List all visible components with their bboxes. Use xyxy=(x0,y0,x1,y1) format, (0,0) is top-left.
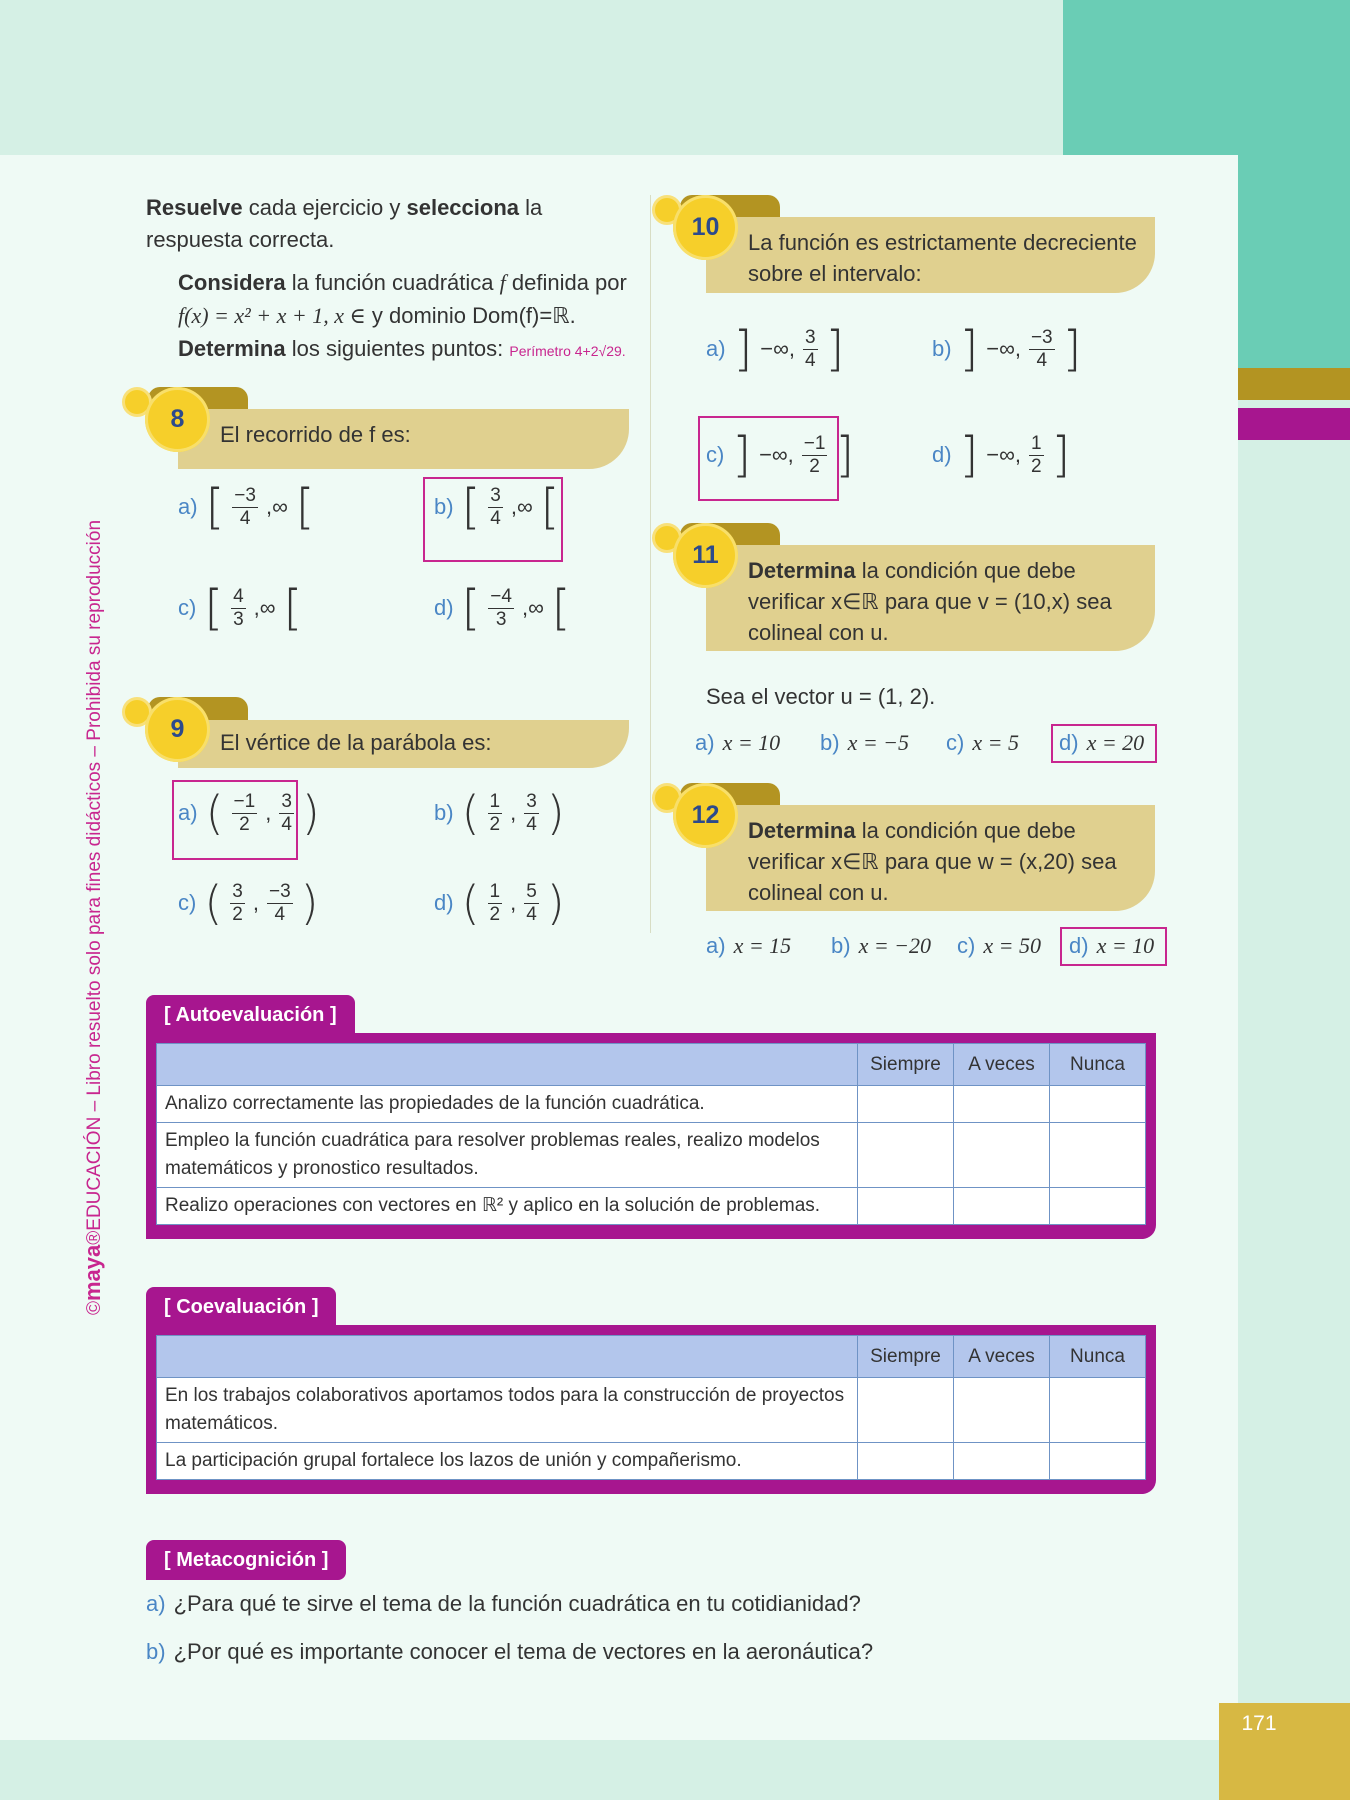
q11-line-2: verificar x∈ℝ para que v = (10,x) sea xyxy=(748,589,1112,614)
option-label: c) xyxy=(178,595,197,620)
q10-number-badge: 10 xyxy=(673,195,738,260)
fraction xyxy=(232,485,258,530)
fraction xyxy=(1029,433,1044,478)
fraction xyxy=(488,485,503,530)
bracket-close: [ xyxy=(283,580,303,636)
consider-text-4: los siguientes puntos: xyxy=(285,336,510,361)
table-row xyxy=(157,1123,1146,1188)
bracket-open: ] xyxy=(733,321,753,377)
option-label: b) xyxy=(820,730,840,755)
q9-prompt: El vértice de la parábola es: xyxy=(178,720,629,768)
option-value: x = −20 xyxy=(858,933,932,958)
q10-option-b[interactable] xyxy=(932,321,1082,377)
instructions xyxy=(146,192,636,256)
fraction-x xyxy=(232,791,258,836)
q10-prompt: La función es estrictamente decreciente sobre el intervalo: xyxy=(706,217,1155,293)
fraction-y xyxy=(524,791,539,836)
q12-line-2: verificar x∈ℝ para que w = (x,20) sea xyxy=(748,849,1117,874)
cell-nunca[interactable] xyxy=(1050,1443,1146,1480)
header-a-veces: A veces xyxy=(954,1336,1050,1378)
q11-option-a[interactable] xyxy=(695,730,780,756)
table-row xyxy=(157,1188,1146,1225)
q11-option-c[interactable] xyxy=(946,730,1019,756)
function-formula: f(x) = x² + x + 1, x ∈ xyxy=(178,303,366,328)
q11-line-1: la condición que debe xyxy=(855,558,1076,583)
q10-option-c[interactable] xyxy=(706,427,855,483)
bracket-close: [ xyxy=(295,479,315,535)
option-label: a) xyxy=(706,336,726,361)
q8-option-c[interactable] xyxy=(178,580,303,636)
fraction xyxy=(802,433,828,478)
option-label: a) xyxy=(695,730,715,755)
denominator: 4 xyxy=(526,903,537,925)
keyword-selecciona: selecciona xyxy=(406,195,519,220)
option-value: x = 50 xyxy=(983,933,1041,958)
page-number: 171 xyxy=(1241,1712,1277,1735)
option-label: b) xyxy=(434,494,454,519)
bracket-close: ] xyxy=(825,321,845,377)
q8-option-a[interactable] xyxy=(178,479,315,535)
interval-tail: ,∞ xyxy=(510,494,533,519)
autoevaluacion-frame xyxy=(146,1033,1156,1239)
bracket-open: [ xyxy=(461,479,481,535)
question-text: ¿Para qué te sirve el tema de la función cuadrática en tu cotidianidad? xyxy=(173,1591,861,1616)
keyword-considera: Considera xyxy=(178,270,286,295)
cell-siempre[interactable] xyxy=(858,1378,954,1443)
denominator: 4 xyxy=(490,507,501,529)
top-band xyxy=(0,0,1063,155)
header-criteria xyxy=(157,1336,858,1378)
table-header-row xyxy=(157,1044,1146,1086)
question-text: ¿Por qué es importante conocer el tema de vectores en la aeronáutica? xyxy=(173,1639,874,1664)
coevaluacion-title: [ Coevaluación ] xyxy=(146,1287,336,1327)
autoevaluacion-title: [ Autoevaluación ] xyxy=(146,995,355,1035)
right-magenta-stripe xyxy=(1238,408,1350,440)
denominator: 2 xyxy=(489,813,501,835)
bracket-open: [ xyxy=(204,580,224,636)
function-symbol: f xyxy=(499,270,506,295)
cell-nunca[interactable] xyxy=(1050,1123,1146,1188)
option-value: x = 5 xyxy=(972,730,1019,755)
header-siempre: Siempre xyxy=(858,1044,954,1086)
option-value: x = 15 xyxy=(733,933,792,958)
fraction xyxy=(488,586,514,631)
option-label: d) xyxy=(434,595,454,620)
interval-tail: ,∞ xyxy=(265,494,288,519)
option-value: x = 10 xyxy=(722,730,781,755)
coevaluacion-table xyxy=(156,1335,1146,1480)
cell-nunca[interactable] xyxy=(1050,1188,1146,1225)
cell-a-veces[interactable] xyxy=(954,1188,1050,1225)
option-value: x = 10 xyxy=(1096,933,1155,958)
metacog-question-a xyxy=(146,1591,861,1617)
brand-name: maya xyxy=(80,1244,105,1301)
q8-option-b[interactable] xyxy=(434,479,560,535)
q11-option-b[interactable] xyxy=(820,730,909,756)
option-label: c) xyxy=(706,442,725,467)
copyright-symbol: © xyxy=(84,1301,105,1315)
metacog-question-b xyxy=(146,1639,873,1665)
fraction-y xyxy=(279,791,294,836)
bracket-open: ] xyxy=(959,427,979,483)
table-row xyxy=(157,1443,1146,1480)
paren-close: ) xyxy=(546,876,565,930)
option-value: x = 20 xyxy=(1086,730,1145,755)
denominator: 2 xyxy=(239,813,250,835)
numerator: 5 xyxy=(526,880,537,902)
q8-option-d[interactable] xyxy=(434,580,571,636)
cell-nunca[interactable] xyxy=(1050,1086,1146,1123)
header-nunca: Nunca xyxy=(1050,1044,1146,1086)
fraction-x xyxy=(488,881,503,926)
option-label: a) xyxy=(178,800,198,825)
fraction xyxy=(231,586,246,631)
keyword-determina: Determina xyxy=(178,336,286,361)
q8-number-badge: 8 xyxy=(145,387,210,452)
paren-open: ( xyxy=(205,786,224,840)
intro-text-2: la respuesta correcta. xyxy=(146,195,543,252)
numerator: −1 xyxy=(803,432,826,454)
coevaluacion-frame xyxy=(146,1325,1156,1494)
cell-siempre[interactable] xyxy=(858,1443,954,1480)
autoevaluacion-table xyxy=(156,1043,1146,1225)
question-label: a) xyxy=(146,1591,166,1616)
copyright-notice: ®EDUCACIÓN – Libro resuelto solo para fines didácticos – Prohibida su reproducción xyxy=(84,519,105,1245)
row-criterion: Realizo operaciones con vectores en ℝ² y aplico en la solución de problemas. xyxy=(157,1188,858,1225)
denominator: 4 xyxy=(526,813,537,835)
interval-tail: ,∞ xyxy=(253,595,276,620)
numerator: 3 xyxy=(526,790,537,812)
intro-text-1: cada ejercicio y xyxy=(242,195,407,220)
consider-text-1: la función cuadrática xyxy=(285,270,500,295)
numerator: 3 xyxy=(281,790,292,812)
denominator: 2 xyxy=(1030,455,1042,477)
side-copyright-text xyxy=(80,520,106,1315)
option-label: d) xyxy=(434,890,454,915)
option-label: d) xyxy=(1069,933,1089,958)
bracket-open: [ xyxy=(205,479,225,535)
option-label: c) xyxy=(957,933,976,958)
option-label: c) xyxy=(946,730,965,755)
denominator: 2 xyxy=(232,903,243,925)
denominator: 2 xyxy=(489,903,501,925)
q11-prompt xyxy=(706,545,1155,651)
table-row xyxy=(157,1086,1146,1123)
option-value: x = −5 xyxy=(847,730,910,755)
table-row xyxy=(157,1378,1146,1443)
q9-option-c[interactable] xyxy=(178,876,319,930)
denominator: 3 xyxy=(495,608,507,630)
keyword-determina: Determina xyxy=(748,558,856,583)
numerator: 4 xyxy=(233,585,244,607)
header-siempre: Siempre xyxy=(858,1336,954,1378)
interval-head: −∞, xyxy=(759,442,794,467)
paren-close: ) xyxy=(300,876,319,930)
bracket-close: [ xyxy=(551,580,571,636)
q11-line-3: colineal con u. xyxy=(748,620,889,645)
q12-number-badge: 12 xyxy=(673,783,738,848)
option-label: a) xyxy=(706,933,726,958)
table-header-row xyxy=(157,1336,1146,1378)
option-label: b) xyxy=(932,336,952,361)
paren-open: ( xyxy=(204,876,223,930)
denominator: 4 xyxy=(804,349,816,371)
column-divider xyxy=(650,195,651,933)
q12-line-3: colineal con u. xyxy=(748,880,889,905)
numerator: 1 xyxy=(489,790,501,812)
bracket-close: [ xyxy=(540,479,560,535)
keyword-determina: Determina xyxy=(748,818,856,843)
option-label: b) xyxy=(434,800,454,825)
cell-a-veces[interactable] xyxy=(954,1123,1050,1188)
q12-option-b[interactable] xyxy=(831,933,931,959)
q10-option-a[interactable] xyxy=(706,321,845,377)
bracket-open: [ xyxy=(461,580,481,636)
paren-open: ( xyxy=(461,786,480,840)
cell-siempre[interactable] xyxy=(858,1086,954,1123)
cell-a-veces[interactable] xyxy=(954,1086,1050,1123)
right-olive-stripe xyxy=(1238,368,1350,400)
comma: , xyxy=(510,800,517,825)
bracket-close: ] xyxy=(1062,321,1082,377)
q8-prompt: El recorrido de f es: xyxy=(178,409,629,469)
q12-prompt xyxy=(706,805,1155,911)
numerator: 1 xyxy=(1030,432,1042,454)
q9-option-b[interactable] xyxy=(434,786,565,840)
numerator: 3 xyxy=(490,484,501,506)
row-criterion: En los trabajos colaborativos aportamos todos para la construcción de proyectos matemáticos. xyxy=(157,1378,858,1443)
question-label: b) xyxy=(146,1639,166,1664)
numerator: −3 xyxy=(1030,326,1053,348)
cell-a-veces[interactable] xyxy=(954,1443,1050,1480)
q12-option-c[interactable] xyxy=(957,933,1041,959)
fraction-x xyxy=(230,881,245,926)
denominator: 4 xyxy=(239,507,251,529)
row-criterion: La participación grupal fortalece los lazos de unión y compañerismo. xyxy=(157,1443,858,1480)
bracket-open: ] xyxy=(959,321,979,377)
denominator: 2 xyxy=(809,455,820,477)
interval-head: −∞, xyxy=(986,442,1021,467)
cell-siempre[interactable] xyxy=(858,1123,954,1188)
denominator: 3 xyxy=(233,608,244,630)
q12-option-a[interactable] xyxy=(706,933,791,959)
consider-text-3: y dominio Dom(f)=ℝ. xyxy=(365,303,576,328)
fraction xyxy=(803,327,818,372)
q9-option-a[interactable] xyxy=(178,786,320,840)
metacognicion-title: [ Metacognición ] xyxy=(146,1540,346,1580)
q11-option-d[interactable] xyxy=(1059,730,1144,756)
header-nunca: Nunca xyxy=(1050,1336,1146,1378)
option-label: d) xyxy=(932,442,952,467)
q9-number-badge: 9 xyxy=(145,697,210,762)
comma: , xyxy=(510,890,517,915)
problem-statement xyxy=(178,266,648,368)
fraction-y xyxy=(267,881,293,926)
q12-option-d[interactable] xyxy=(1069,933,1154,959)
numerator: −3 xyxy=(234,484,256,506)
cell-nunca[interactable] xyxy=(1050,1378,1146,1443)
interval-head: −∞, xyxy=(760,336,795,361)
numerator: 3 xyxy=(804,326,816,348)
q11-number-badge: 11 xyxy=(673,523,738,588)
denominator: 4 xyxy=(274,903,286,925)
bracket-open: ] xyxy=(732,427,752,483)
option-label: a) xyxy=(178,494,198,519)
keyword-resuelve: Resuelve xyxy=(146,195,243,220)
numerator: −3 xyxy=(268,880,291,902)
comma: , xyxy=(252,890,259,915)
right-lower-band xyxy=(1238,440,1350,1800)
fraction-x xyxy=(488,791,503,836)
option-label: c) xyxy=(178,890,197,915)
fraction xyxy=(1029,327,1055,372)
numerator: 1 xyxy=(489,880,501,902)
bracket-close: ] xyxy=(835,427,855,483)
interval-tail: ,∞ xyxy=(521,595,544,620)
denominator: 4 xyxy=(1036,349,1048,371)
q12-line-1: la condición que debe xyxy=(855,818,1076,843)
header-a-veces: A veces xyxy=(954,1044,1050,1086)
row-criterion: Analizo correctamente las propiedades de la función cuadrática. xyxy=(157,1086,858,1123)
paren-close: ) xyxy=(301,786,320,840)
q10-option-d[interactable] xyxy=(932,427,1071,483)
header-criteria xyxy=(157,1044,858,1086)
comma: , xyxy=(265,800,272,825)
q11-vector-statement: Sea el vector u = (1, 2). xyxy=(706,684,936,709)
bottom-band xyxy=(0,1740,1350,1800)
row-criterion: Empleo la función cuadrática para resolver problemas reales, realizo modelos matemáticos y pronostico resultados. xyxy=(157,1123,858,1188)
denominator: 4 xyxy=(281,813,292,835)
cell-a-veces[interactable] xyxy=(954,1378,1050,1443)
paren-open: ( xyxy=(461,876,480,930)
numerator: −4 xyxy=(490,585,512,607)
q9-option-d[interactable] xyxy=(434,876,565,930)
consider-text-2: definida por xyxy=(505,270,627,295)
bracket-close: ] xyxy=(1051,427,1071,483)
option-label: d) xyxy=(1059,730,1079,755)
numerator: 3 xyxy=(232,880,243,902)
option-label: b) xyxy=(831,933,851,958)
interval-head: −∞, xyxy=(986,336,1021,361)
fraction-y xyxy=(524,881,539,926)
cell-siempre[interactable] xyxy=(858,1188,954,1225)
paren-close: ) xyxy=(546,786,565,840)
handwritten-perimeter-note: Perímetro 4+2√29. xyxy=(509,343,626,359)
numerator: −1 xyxy=(233,790,256,812)
